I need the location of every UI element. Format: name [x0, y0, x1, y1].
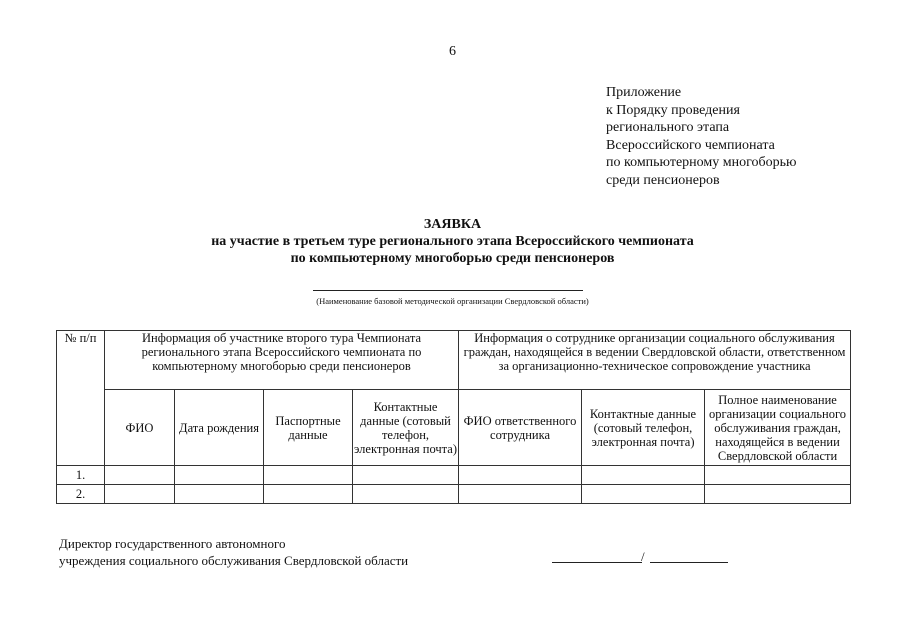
signature-block: [59, 536, 408, 569]
table-cell[interactable]: [459, 466, 582, 485]
table-cell[interactable]: [705, 466, 851, 485]
signature-line-1: Директор государственного автономного: [59, 536, 286, 551]
organization-caption: (Наименование базовой методической организации Свердловской области): [316, 296, 589, 306]
title-line-2: по компьютерному многоборью среди пенсионеров: [290, 251, 615, 266]
signature-line-2: учреждения социального обслуживания Свердловской области: [59, 552, 409, 568]
row-number: 1.: [57, 466, 105, 485]
table-cell[interactable]: [353, 485, 459, 504]
appendix-block: [606, 84, 796, 190]
table-cell[interactable]: [353, 466, 459, 485]
appendix-line: Приложение: [606, 85, 682, 100]
table-cell[interactable]: [705, 485, 851, 504]
header-fio: ФИО: [105, 390, 175, 466]
appendix-line: по компьютерному многоборью: [606, 155, 797, 171]
row-number: 2.: [57, 485, 105, 504]
signature-name-field: [650, 562, 728, 563]
appendix-line: Всероссийского чемпионата: [606, 137, 775, 153]
header-employee-info: Информация о сотруднике организации социального обслуживания граждан, находящейся в ведении Свердловской области, ответственном за организационно-техническое сопровождение участника: [459, 331, 851, 390]
table-cell[interactable]: [105, 466, 175, 485]
table-cell[interactable]: [459, 485, 582, 504]
appendix-line: к Порядку проведения: [606, 102, 740, 118]
header-responsible-contacts: Контактные данные (сотовый телефон, электронная почта): [582, 390, 705, 466]
header-responsible-fio: ФИО ответственного сотрудника: [459, 390, 582, 466]
header-participant-info: Информация об участнике второго тура Чемпионата регионального этапа Всероссийского чемпионата по компьютерному многоборью среди пенсионеров: [105, 331, 459, 390]
header-contacts: Контактные данные (сотовый телефон, электронная почта): [353, 390, 459, 466]
application-table: [56, 330, 851, 504]
appendix-line: регионального этапа: [606, 120, 730, 136]
table-row: [57, 485, 851, 504]
header-birth-date: Дата рождения: [175, 390, 264, 466]
signature-field: [552, 562, 642, 563]
title-main: ЗАЯВКА: [423, 217, 482, 232]
header-organization-name: Полное наименование организации социального обслуживания граждан, находящейся в ведении Свердловской области: [705, 390, 851, 466]
appendix-line: среди пенсионеров: [606, 172, 720, 188]
table-cell[interactable]: [175, 485, 264, 504]
organization-name-line: [313, 290, 583, 291]
table-cell[interactable]: [582, 485, 705, 504]
table-cell[interactable]: [264, 466, 353, 485]
document-title: [0, 216, 905, 267]
header-number: № п/п: [57, 331, 105, 466]
page-number: 6: [449, 44, 456, 59]
table-cell[interactable]: [582, 466, 705, 485]
table-row: [57, 466, 851, 485]
signature-slash: /: [641, 549, 645, 564]
table-cell[interactable]: [105, 485, 175, 504]
title-line-1: на участие в третьем туре регионального этапа Всероссийского чемпионата: [211, 234, 694, 249]
table-cell[interactable]: [175, 466, 264, 485]
header-passport: Паспортные данные: [264, 390, 353, 466]
table-cell[interactable]: [264, 485, 353, 504]
